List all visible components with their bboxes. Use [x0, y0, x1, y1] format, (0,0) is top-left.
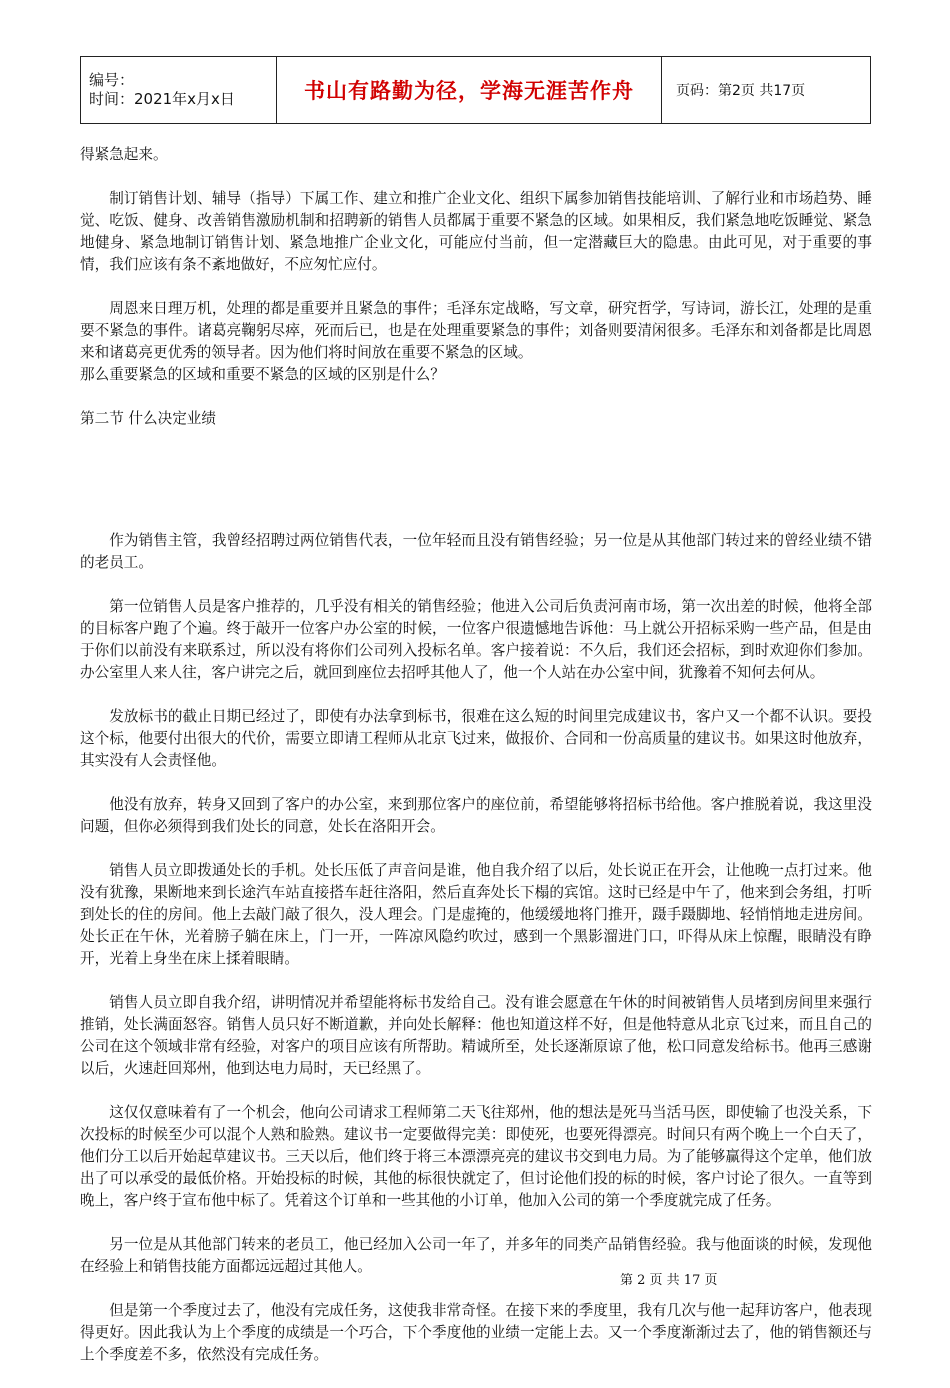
- paragraph-question: 那么重要紧急的区域和重要不紧急的区域的区别是什么？: [80, 366, 445, 383]
- paragraph: 他没有放弃，转身又回到了客户的办公室，来到那位客户的座位前，希望能够将招标书给他。客户推脱着说，我这里没问题，但你必须得到我们处长的同意，处长在洛阳开会。: [80, 796, 872, 835]
- document-time-label: 时间：2021年x月x日: [89, 90, 235, 108]
- header-meta-cell: [81, 57, 277, 124]
- paragraph: 但是第一个季度过去了，他没有完成任务，这使我非常奇怪。在接下来的季度里，我有几次与他一起拜访客户，他表现得更好。因此我认为上个季度的成绩是一个巧合，下个季度他的业绩一定能上去。又一个季度渐渐过去了，他的销售额还与上个季度差不多，依然没有完成任务。: [80, 1302, 872, 1363]
- paragraph: 另一位是从其他部门转来的老员工，他已经加入公司一年了，并多年的同类产品销售经验。我与他面谈的时候，发现他在经验上和销售技能方面都远远超过其他人。: [80, 1236, 872, 1275]
- paragraph: 周恩来日理万机，处理的都是重要并且紧急的事件；毛泽东定战略，写文章，研究哲学，写诗词，游长江，处理的是重要不紧急的事件。诸葛亮鞠躬尽瘁，死而后已，也是在处理重要紧急的事件；刘备则要清闲很多。毛泽东和刘备都是比周恩来和诸葛亮更优秀的领导者。因为他们将时间放在重要不紧急的区域。: [80, 300, 872, 361]
- paragraph: 制订销售计划、辅导（指导）下属工作、建立和推广企业文化、组织下属参加销售技能培训、了解行业和市场趋势、睡觉、吃饭、健身、改善销售激励机制和招聘新的销售人员都属于重要不紧急的区域。如果相反，我们紧急地吃饭睡觉、紧急地健身、紧急地制订销售计划、紧急地推广企业文化，可能应付当前，但一定潜藏巨大的隐患。由此可见，对于重要的事情，我们应该有条不紊地做好，不应匆忙应付。: [80, 190, 872, 273]
- header-page-info: 页码：第2页 共17页: [662, 57, 871, 124]
- header-table: [80, 56, 871, 124]
- paragraph: 作为销售主管，我曾经招聘过两位销售代表，一位年轻而且没有销售经验；另一位是从其他部门转过来的曾经业绩不错的老员工。: [80, 532, 872, 571]
- paragraph: 第一位销售人员是客户推荐的，几乎没有相关的销售经验；他进入公司后负责河南市场，第一次出差的时候，他将全部的目标客户跑了个遍。终于敲开一位客户办公室的时候，一位客户很遗憾地告诉他：马上就公开招标采购一些产品，但是由于你们以前没有来联系过，所以没有将你们公司列入投标名单。客户接着说：不久后，我们还会招标，到时欢迎你们参加。办公室里人来人往，客户讲完之后，就回到座位去招呼其他人了，他一个人站在办公室中间，犹豫着不知何去何从。: [80, 598, 872, 681]
- page-footer: 第 2 页 共 17 页: [620, 1273, 718, 1288]
- header-motto: 书山有路勤为径，学海无涯苦作舟: [277, 57, 662, 124]
- paragraph: 这仅仅意味着有了一个机会，他向公司请求工程师第二天飞往郑州，他的想法是死马当活马医，即使输了也没关系，下次投标的时候至少可以混个人熟和脸熟。建议书一定要做得完美：即使死，也要死得漂亮。时间只有两个晚上一个白天了，他们分工以后开始起草建议书。三天以后，他们终于将三本漂漂亮亮的建议书交到电力局。为了能够赢得这个定单，他们放出了可以承受的最低价格。开始投标的时候，其他的标很快就定了，但讨论他们投的标的时候，客户讨论了很久。一直等到晚上，客户终于宣布他中标了。凭着这个订单和一些其他的小订单，他加入公司的第一个季度就完成了任务。: [80, 1104, 872, 1209]
- paragraph: 销售人员立即拨通处长的手机。处长压低了声音问是谁，他自我介绍了以后，处长说正在开会，让他晚一点打过来。他没有犹豫，果断地来到长途汽车站直接搭车赶往洛阳，然后直奔处长下榻的宾馆。这时已经是中午了，他来到会务组，打听到处长的住的房间。他上去敲门敲了很久，没人理会。门是虚掩的，他缓缓地将门推开，蹑手蹑脚地、轻悄悄地走进房间。处长正在午休，光着膀子躺在床上，门一开，一阵凉风隐约吹过，感到一个黑影溜进门口，吓得从床上惊醒，眼睛没有睁开，光着上身坐在床上揉着眼睛。: [80, 862, 872, 967]
- document-number-label: 编号：: [89, 71, 135, 89]
- paragraph-continuation: 得紧急起来。: [80, 146, 168, 163]
- paragraph: 销售人员立即自我介绍，讲明情况并希望能将标书发给自己。没有谁会愿意在午休的时间被销售人员堵到房间里来强行推销，处长满面怒容。销售人员只好不断道歉，并向处长解释：他也知道这样不好，但是他特意从北京飞过来，而且自己的公司在这个领域非常有经验，对客户的项目应该有所帮助。精诚所至，处长逐渐原谅了他，松口同意发给标书。他再三感谢以后，火速赶回郑州，他到达电力局时，天已经黑了。: [80, 994, 872, 1077]
- section-title: 第二节 什么决定业绩: [80, 410, 216, 427]
- paragraph: 发放标书的截止日期已经过了，即使有办法拿到标书，很难在这么短的时间里完成建议书，客户又一个都不认识。要投这个标，他要付出很大的代价，需要立即请工程师从北京飞过来，做报价、合同和一份高质量的建议书。如果这时他放弃，其实没有人会责怪他。: [80, 708, 872, 769]
- document-body: [80, 144, 872, 1388]
